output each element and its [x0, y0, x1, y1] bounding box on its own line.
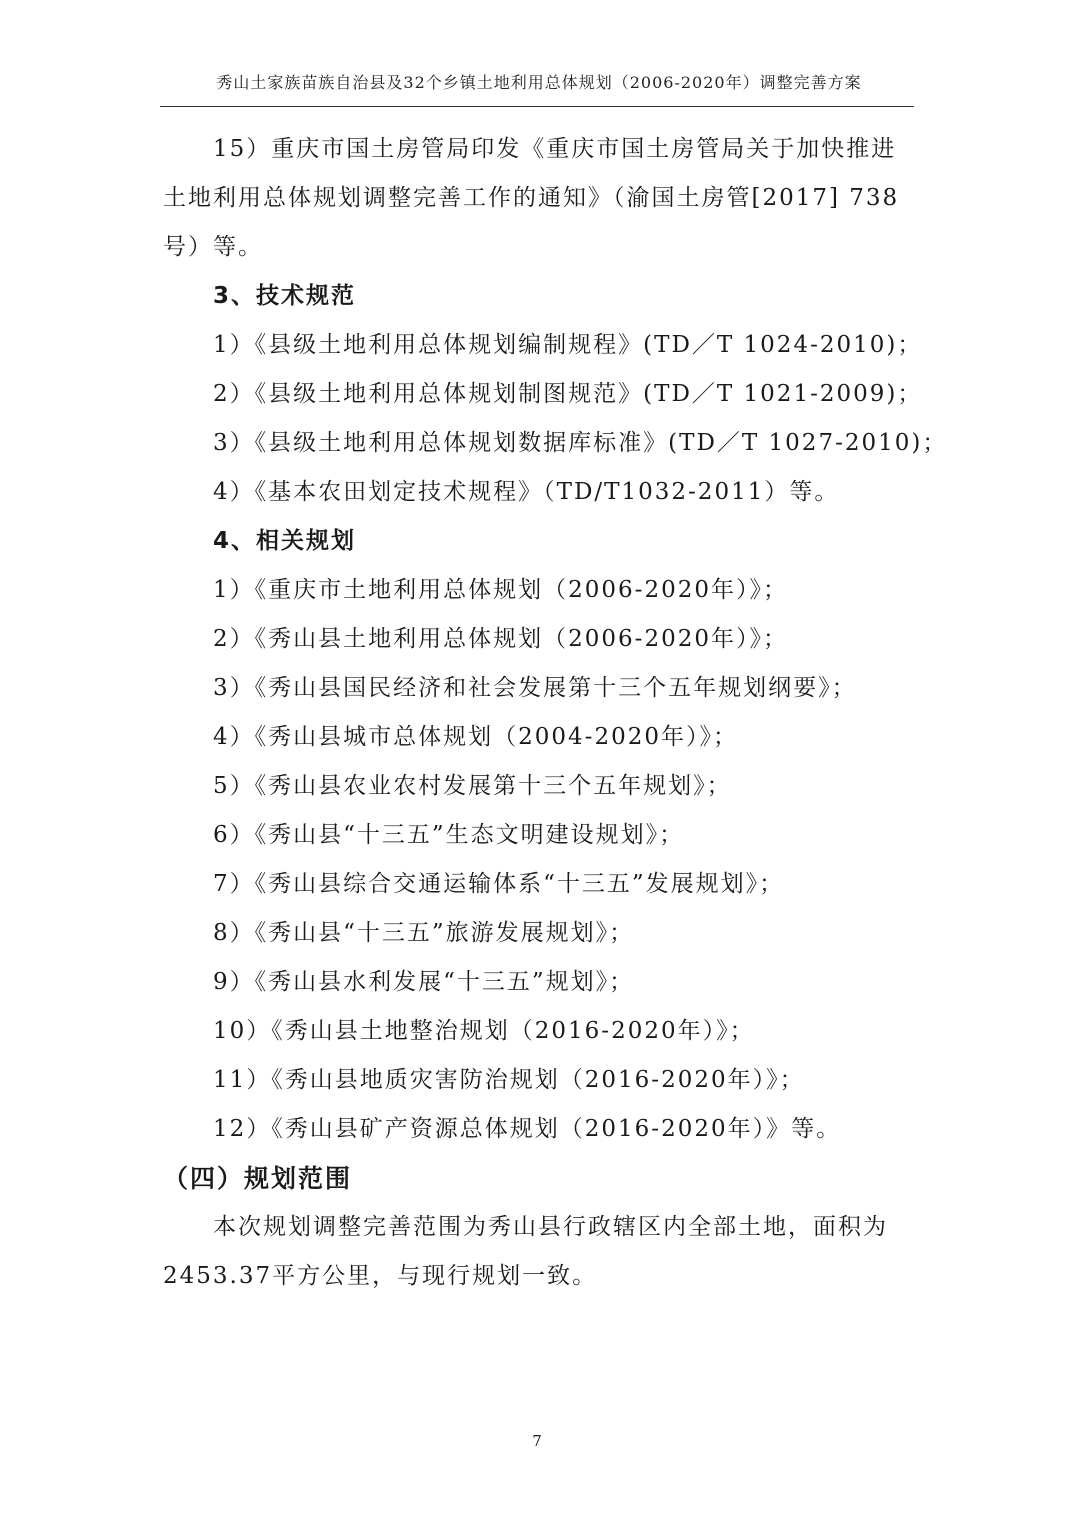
related-plan-item: 5）《秀山县农业农村发展第十三个五年规划》；	[213, 773, 732, 799]
header-divider	[160, 106, 914, 107]
technical-standard-item: 2）《县级土地利用总体规划制图规范》(TD／T 1021-2009)；	[213, 381, 923, 407]
related-plans-heading: 4、相关规划	[213, 528, 357, 554]
related-plan-item: 10）《秀山县土地整治规划（2016-2020年）》；	[213, 1018, 755, 1044]
scope-section-heading: （四）规划范围	[163, 1164, 353, 1193]
technical-standard-item: 4）《基本农田划定技术规程》（TD/T1032-2011）等。	[213, 479, 840, 505]
page-number: 7	[532, 1432, 542, 1450]
page-header-title: 秀山土家族苗族自治县及32个乡镇土地利用总体规划（2006-2020年）调整完善方案	[216, 73, 862, 92]
technical-standards-heading: 3、技术规范	[213, 283, 357, 309]
related-plan-item: 9）《秀山县水利发展“十三五”规划》；	[213, 969, 635, 995]
related-plan-item: 11）《秀山县地质灾害防治规划（2016-2020年）》；	[213, 1067, 805, 1093]
document-body	[163, 125, 948, 1301]
technical-standard-item: 1）《县级土地利用总体规划编制规程》(TD／T 1024-2010)；	[213, 332, 923, 358]
related-plan-item: 6）《秀山县“十三五”生态文明建设规划》；	[213, 822, 685, 848]
related-plan-item: 8）《秀山县“十三五”旅游发展规划》；	[213, 920, 635, 946]
related-plan-item: 12）《秀山县矿产资源总体规划（2016-2020年）》等。	[213, 1116, 842, 1142]
related-plan-item: 2）《秀山县土地利用总体规划（2006-2020年）》；	[213, 626, 788, 652]
related-plan-item: 1）《重庆市土地利用总体规划（2006-2020年）》；	[213, 577, 788, 603]
related-plan-item: 3）《秀山县国民经济和社会发展第十三个五年规划纲要》；	[213, 675, 857, 701]
related-plan-item: 4）《秀山县城市总体规划（2004-2020年）》；	[213, 724, 738, 750]
technical-standard-item: 3）《县级土地利用总体规划数据库标准》(TD／T 1027-2010)；	[213, 430, 948, 456]
intro-paragraph: 15）重庆市国土房管局印发《重庆市国土房管局关于加快推进土地利用总体规划调整完善工作的通知》（渝国土房管[2017] 738号）等。	[163, 136, 900, 260]
scope-paragraph: 本次规划调整完善范围为秀山县行政辖区内全部土地，面积为2453.37平方公里，与现行规划一致。	[163, 1214, 888, 1289]
related-plan-item: 7）《秀山县综合交通运输体系“十三五”发展规划》；	[213, 871, 785, 897]
